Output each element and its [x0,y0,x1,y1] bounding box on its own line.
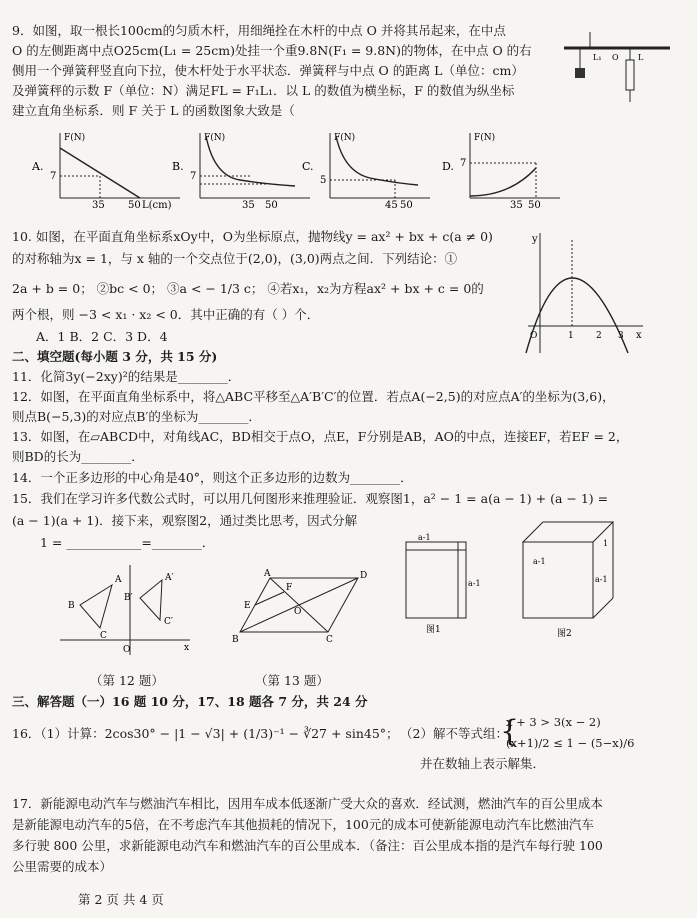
q9-fig-l1: L₁ [593,53,602,62]
q13-line-1: 13．如图，在▱ABCD中，对角线AC，BD相交于点O，点E，F分别是AB，AO的中点，连接EF，若EF = 2， [12,429,629,444]
q15-line-2: (a − 1)(a + 1)．接下来，观察图2，通过类比思考，因式分解 [12,513,358,528]
q9-lever-figure [560,30,680,110]
svg-text:C′: C′ [164,617,173,627]
svg-text:O: O [530,331,538,341]
q9-opt-b-label: B. [172,160,184,173]
svg-text:F(N): F(N) [474,133,496,143]
q9-option-a-graph [30,128,190,211]
svg-text:图1: 图1 [426,625,441,635]
q9-opt-d-label: D. [442,160,454,173]
q9-option-d-graph [440,128,570,211]
svg-text:45: 45 [385,200,398,211]
svg-text:O: O [123,645,131,655]
q10-line-2: 的对称轴为x = 1，与 x 轴的一个交点位于(2,0)，(3,0)两点之间．下列结论：① [12,251,458,266]
svg-text:7: 7 [50,171,57,182]
svg-text:a-1: a-1 [595,575,608,584]
q11: 11．化简3y(−2xy)²的结果是________． [12,369,241,384]
svg-text:7: 7 [190,171,197,182]
q15-figure-1 [398,530,481,640]
svg-text:50: 50 [400,200,413,211]
svg-text:F(N): F(N) [64,133,86,143]
svg-text:50: 50 [128,200,141,211]
q17-line-4: 公里需要的成本） [12,859,113,874]
q16-part-2: （2）解不等式组： [400,726,508,741]
svg-text:3: 3 [618,331,624,341]
section-2-heading: 二、填空题(每小题 3 分，共 15 分) [12,349,218,364]
svg-text:A: A [115,575,122,585]
svg-text:图2: 图2 [557,629,572,639]
svg-text:a-1: a-1 [418,533,431,542]
q9-line-1: 9．如图，取一根长100cm的匀质木杆，用细绳拴在木杆的中点 O 并将其吊起来，在中点 [12,23,506,38]
q15-figure-2 [515,512,625,642]
q9-option-c-graph [300,128,440,211]
q9-line-3: 侧用一个弹簧秤竖直向下拉，使木杆处于水平状态．弹簧秤与中点 O 的距离 L（单位：cm） [12,63,524,78]
q13-caption: （第 13 题） [255,673,329,688]
svg-text:7: 7 [460,158,467,169]
svg-text:5: 5 [320,175,327,186]
q12-line-2: 则点B(−5,3)的对应点B′的坐标为________． [12,409,261,424]
q16-tail: 并在数轴上表示解集． [420,756,546,771]
svg-text:F: F [286,583,293,593]
svg-text:50: 50 [528,200,541,211]
svg-text:50: 50 [265,200,278,211]
q9-fig-o: O [612,53,619,62]
q16-brace: { [500,714,520,749]
q10-line-5: A．1 B．2 C．3 D．4 [36,329,168,344]
svg-text:D: D [360,571,368,581]
svg-text:L(cm): L(cm) [142,200,172,211]
svg-text:A′: A′ [165,573,174,583]
q10-parabola-graph [518,228,648,358]
q12-triangles-figure [60,560,200,670]
q17-line-1: 17．新能源电动汽车与燃油汽车相比，因用车成本低逐渐广受大众的喜欢．经试测，燃油汽车的百公里成本 [12,796,603,811]
svg-text:F(N): F(N) [204,133,226,143]
svg-text:A: A [264,569,271,579]
svg-text:E: E [244,601,251,611]
svg-text:35: 35 [242,200,255,211]
svg-text:O: O [294,607,302,617]
svg-text:y: y [532,234,538,245]
q9-line-4: 及弹簧秤的示数 F（单位：N）满足FL = F₁L₁．以 L 的数值为横坐标，F 的数值为纵坐标 [12,83,515,98]
q14: 14．一个正多边形的中心角是40°，则这个正多边形的边数为________． [12,470,413,485]
q9-option-b-graph [170,128,320,211]
q12-line-1: 12．如图，在平面直角坐标系中，将△ABC平移至△A′B′C′的位置．若点A(−2,5)的对应点A′的坐标为(3,6)， [12,389,615,404]
svg-text:B: B [68,601,75,611]
svg-text:35: 35 [92,200,105,211]
q17-line-3: 多行驶 800 公里，求新能源电动汽车和燃油汽车的百公里成本．（备注：百公里成本指的是汽车每行驶 100 [12,838,603,853]
svg-text:x: x [636,330,642,341]
q15-line-1: 15．我们在学习许多代数公式时，可以用几何图形来推理验证．观察图1，a² − 1 = a(a − 1) + (a − 1) = [12,491,609,506]
q9-line-5: 建立直角坐标系．则 F 关于 L 的函数图象大致是（ [12,103,295,118]
q12-caption: （第 12 题） [90,673,164,688]
q16-ineq-1: x + 3 > 3(x − 2) [506,715,601,729]
q13-line-2: 则BD的长为________． [12,449,144,464]
svg-text:F(N): F(N) [334,133,356,143]
svg-text:C: C [326,635,333,645]
q9-fig-l: L [638,53,644,62]
svg-text:35: 35 [510,200,523,211]
svg-text:C: C [100,631,107,641]
q17-line-2: 是新能源电动汽车的5倍，在不考虑汽车其他损耗的情况下，100元的成本可使新能源电动汽车比燃油汽车 [12,817,594,832]
svg-text:B: B [232,635,239,645]
svg-text:a-1: a-1 [533,557,546,566]
q9-line-2: O 的左侧距离中点O25cm(L₁ = 25cm)处挂一个重9.8N(F₁ = 9.8N)的物体，在中点 O 的右 [12,43,532,58]
q9-opt-c-label: C. [302,160,314,173]
q16-part-1: 16．（1）计算：2cos30° − |1 − √3| + (1/3)⁻¹ − ∛27 + sin45°； [12,726,399,741]
section-3-heading: 三、解答题（一）16 题 10 分，17、18 题各 7 分，共 24 分 [12,694,368,709]
svg-text:1: 1 [603,539,609,548]
q9-opt-a-label: A. [32,160,44,173]
page-footer: 第 2 页 共 4 页 [78,892,164,907]
svg-text:a-1: a-1 [468,579,481,588]
svg-text:x: x [184,643,190,653]
svg-text:2: 2 [596,331,602,341]
q10-line-4: 两个根，则 −3 < x₁ · x₂ < 0．其中正确的有（ ）个． [12,307,320,322]
q10-line-1: 10. 如图，在平面直角坐标系xOy中，O为坐标原点，抛物线y = ax² + bx + c(a ≠ 0) [12,229,493,244]
q15-line-3: 1 = ____________=________． [40,535,215,550]
q16-ineq-2: (x+1)/2 ≤ 1 − (5−x)/6 [506,736,635,750]
q13-parallelogram-figure [230,570,370,650]
q10-line-3: 2a + b = 0； ②bc < 0； ③a < − 1/3 c； ④若x₁，x₂为方程ax² + bx + c = 0的 [12,281,484,296]
svg-text:1: 1 [568,331,574,341]
svg-text:B′: B′ [124,593,133,603]
